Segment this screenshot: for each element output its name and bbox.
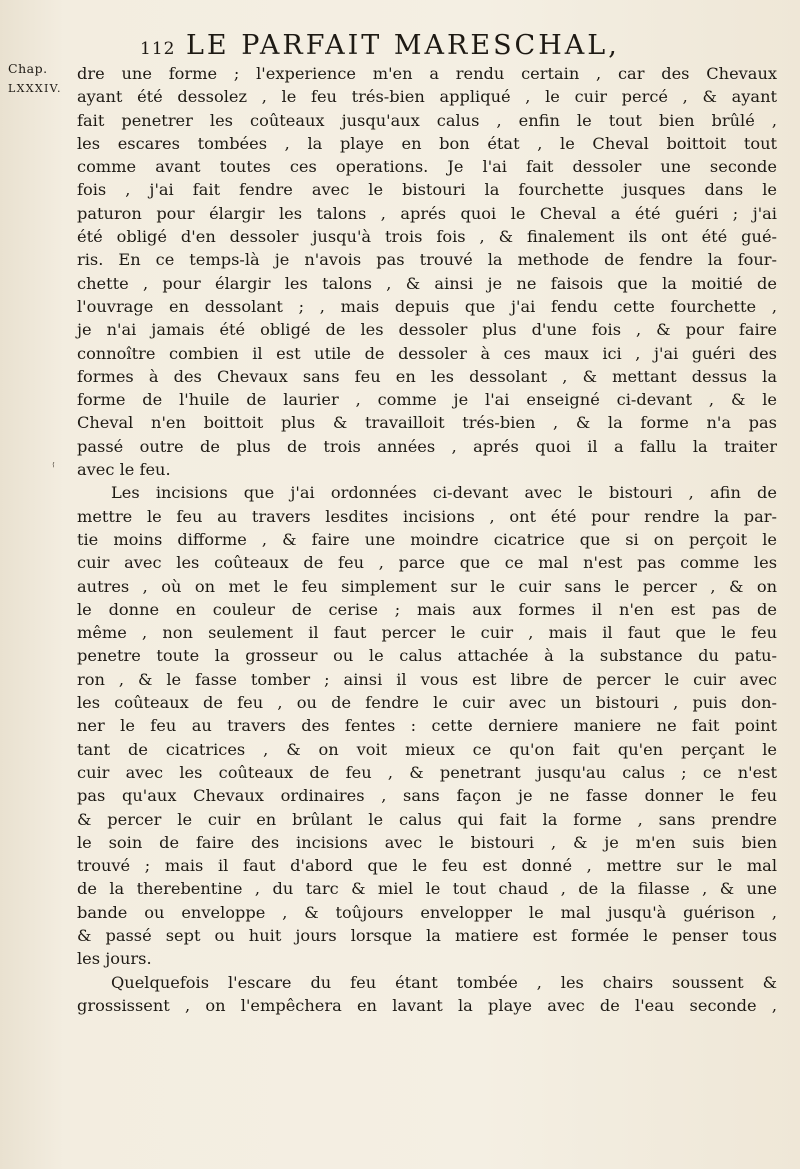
- text-line: avec le feu.: [77, 460, 171, 480]
- text-line: le donne en couleur de cerise ; mais aux formes il n'en est pas de: [77, 599, 777, 619]
- text-line: trouvé ; mais il faut d'abord que le feu est donné , mettre sur le mal: [77, 856, 777, 876]
- text-line: de la therebentine , du tarc & miel le tout chaud , de la filasse , & une: [77, 879, 777, 899]
- text-line: ron , & le fasse tomber ; ainsi il vous est libre de percer le cuir avec: [77, 669, 777, 689]
- text-line: passé outre de plus de trois années , aprés quoi il a fallu la traiter: [77, 436, 777, 456]
- text-line: Quelquefois l'escare du feu étant tombée , les chairs soussent &: [111, 972, 777, 992]
- running-title: LE PARFAIT MARESCHAL,: [186, 30, 620, 61]
- page-header: [140, 30, 700, 61]
- ink-speck: , ': [52, 455, 56, 475]
- page-number: 112: [140, 39, 176, 59]
- text-line: & percer le cuir en brûlant le calus qui fait la forme , sans prendre: [77, 809, 777, 829]
- text-line: ris. En ce temps-là je n'avois pas trouvé la methode de fendre la four-: [77, 250, 777, 270]
- text-line: chette , pour élargir les talons , & ainsi je ne faisois que la moitié de: [77, 273, 777, 293]
- text-line: les coûteaux de feu , ou de fendre le cuir avec un bistouri , puis don-: [77, 693, 777, 713]
- text-line: bande ou enveloppe , & toûjours envelopper le mal jusqu'à guérison ,: [77, 902, 777, 922]
- text-line: penetre toute la grosseur ou le calus attachée à la substance du patu-: [77, 646, 777, 666]
- margin-chapter-number: LXXXIV.: [8, 82, 62, 95]
- text-line: dre une forme ; l'experience m'en a rendu certain , car des Chevaux: [77, 64, 777, 83]
- text-line: ner le feu au travers des fentes : cette derniere maniere ne fait point: [77, 716, 777, 736]
- text-line: pas qu'aux Chevaux ordinaires , sans façon je ne fasse donner le feu: [77, 786, 777, 806]
- text-line: tant de cicatrices , & on voit mieux ce qu'on fait qu'en perçant le: [77, 739, 777, 759]
- text-line: autres , où on met le feu simplement sur le cuir sans le percer , & on: [77, 576, 777, 596]
- text-line: l'ouvrage en dessolant ; , mais depuis que j'ai fendu cette fourchette ,: [77, 296, 777, 316]
- text-line: cuir avec les coûteaux de feu , parce que ce mal n'est pas comme les: [77, 553, 777, 573]
- text-line: les escares tombées , la playe en bon état , le Cheval boittoit tout: [77, 133, 777, 153]
- text-line: & passé sept ou huit jours lorsque la matiere est formée le penser tous: [77, 925, 777, 945]
- text-line: je n'ai jamais été obligé de les dessoler plus d'une fois , & pour faire: [77, 320, 777, 340]
- text-line: tie moins difforme , & faire une moindre cicatrice que si on perçoit le: [77, 529, 777, 549]
- text-line: forme de l'huile de laurier , comme je l'ai enseigné ci-devant , & le: [77, 390, 777, 410]
- text-line: fait penetrer les coûteaux jusqu'aux calus , enfin le tout bien brûlé ,: [77, 110, 777, 130]
- text-line: formes à des Chevaux sans feu en les dessolant , & mettant dessus la: [77, 366, 777, 386]
- body-text: [77, 62, 777, 1017]
- text-line: été obligé d'en dessoler jusqu'à trois fois , & finalement ils ont été gué-: [77, 227, 777, 247]
- text-line: ayant été dessolez , le feu trés-bien appliqué , le cuir percé , & ayant: [77, 87, 777, 107]
- text-line: Cheval n'en boittoit plus & travailloit trés-bien , & la forme n'a pas: [77, 413, 777, 433]
- text-line: le soin de faire des incisions avec le bistouri , & je m'en suis bien: [77, 832, 777, 852]
- text-line: mettre le feu au travers lesdites incisions , ont été pour rendre la par-: [77, 506, 777, 526]
- text-line: connoître combien il est utile de dessoler à ces maux ici , j'ai guéri des: [77, 343, 777, 363]
- text-line: cuir avec les coûteaux de feu , & penetrant jusqu'au calus ; ce n'est: [77, 762, 777, 782]
- text-line: même , non seulement il faut percer le cuir , mais il faut que le feu: [77, 623, 777, 643]
- text-line: grossissent , on l'empêchera en lavant la playe avec de l'eau seconde ,: [77, 995, 777, 1015]
- text-line: les jours.: [77, 949, 152, 969]
- text-line: comme avant toutes ces operations. Je l'ai fait dessoler une seconde: [77, 157, 777, 177]
- margin-chapter-label: Chap.: [8, 61, 48, 76]
- text-line: fois , j'ai fait fendre avec le bistouri la fourchette jusques dans le: [77, 180, 777, 200]
- text-line: Les incisions que j'ai ordonnées ci-devant avec le bistouri , afin de: [111, 483, 777, 503]
- text-line: paturon pour élargir les talons , aprés quoi le Cheval a été guéri ; j'ai: [77, 203, 777, 223]
